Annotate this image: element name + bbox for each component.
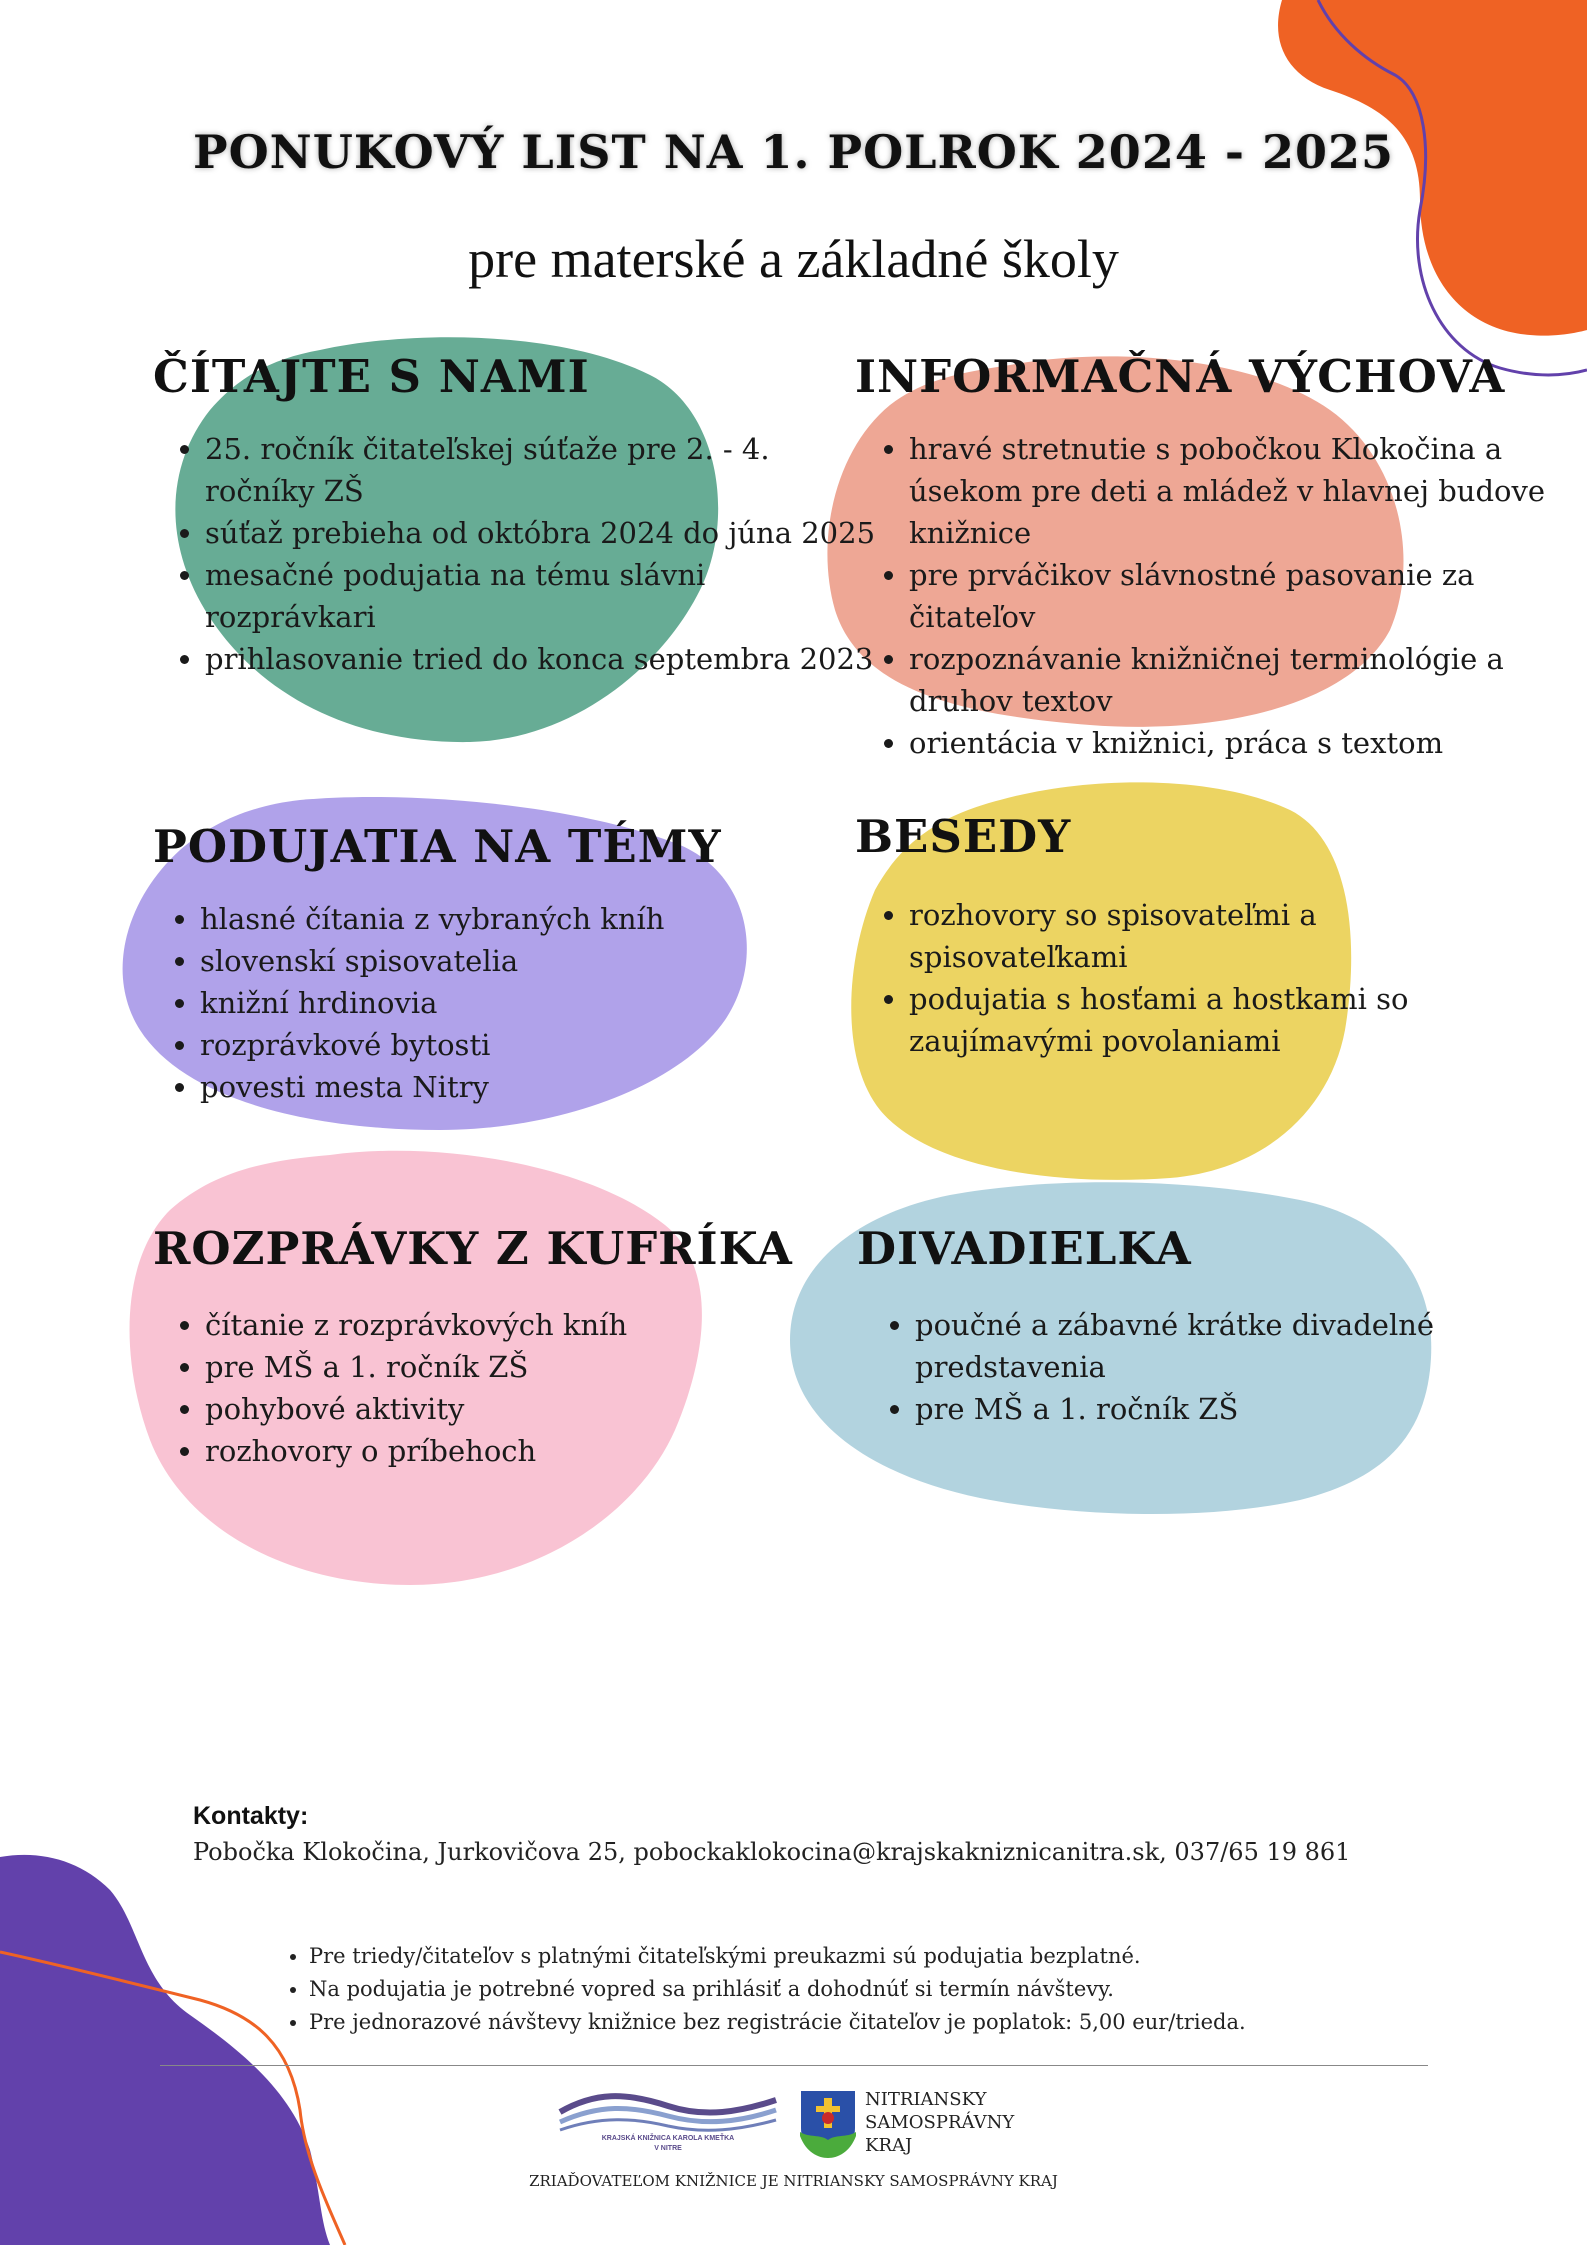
library-logo-caption: KRAJSKÁ KNIŽNICA KAROLA KMEŤKA V NITRE <box>601 2135 735 2152</box>
list-item: • rozhovory so spisovateľmi a spisovateľkami <box>909 894 1449 978</box>
section-title-citajte-s-nami: ČÍTAJTE S NAMI <box>153 350 590 403</box>
list-item: • poučné a zábavné krátke divadelné predstavenia <box>915 1304 1525 1388</box>
section-list-rozpravky-z-kufrika <box>153 1304 825 1472</box>
list-item: • povesti mesta Nitry <box>200 1066 820 1108</box>
section-list-podujatia-na-temy <box>148 898 820 1108</box>
list-item: • mesačné podujatia na tému slávni rozprávkari <box>205 554 885 638</box>
list-item: • rozprávkové bytosti <box>200 1024 820 1066</box>
contacts-line: Pobočka Klokočina, Jurkovičova 25, pobockaklokocina@krajskakniznicanitra.sk, 037/65 19 861 <box>193 1838 1351 1866</box>
note-item: • Pre jednorazové návštevy knižnice bez registrácie čitateľov je poplatok: 5,00 eur/trieda. <box>309 2006 1246 2039</box>
section-title-informacna-vychova: INFORMAČNÁ VÝCHOVA <box>855 350 1506 403</box>
list-item: • orientácia v knižnici, práca s textom <box>909 722 1549 764</box>
section-title-podujatia-na-temy: PODUJATIA NA TÉMY <box>153 820 722 873</box>
section-list-divadielka <box>863 1304 1525 1430</box>
contacts-title: Kontakty: <box>193 1802 309 1830</box>
list-item: • hravé stretnutie s pobočkou Klokočina a úsekom pre deti a mládež v hlavnej budove knižnice <box>909 428 1549 554</box>
list-item: • rozhovory o príbehoch <box>205 1430 825 1472</box>
footer-divider <box>160 2065 1428 2066</box>
list-item: • prihlasovanie tried do konca septembra 2023 <box>205 638 885 680</box>
page-subtitle: pre materské a základné školy <box>468 229 1119 289</box>
section-list-besedy <box>857 894 1449 1062</box>
list-item: • súťaž prebieha od októbra 2024 do júna 2025 <box>205 512 885 554</box>
list-item: • pre MŠ a 1. ročník ZŠ <box>915 1388 1525 1430</box>
page-title: PONUKOVÝ LIST NA 1. POLROK 2024 - 2025 <box>193 125 1394 179</box>
list-item: • 25. ročník čitateľskej súťaže pre 2. - 4. ročníky ZŠ <box>205 428 885 512</box>
list-item: • podujatia s hosťami a hostkami so zaujímavými povolaniami <box>909 978 1449 1062</box>
region-logo-text: NITRIANSKY SAMOSPRÁVNY KRAJ <box>865 2089 1015 2156</box>
list-item: • knižní hrdinovia <box>200 982 820 1024</box>
note-item: • Pre triedy/čitateľov s platnými čitateľskými preukazmi sú podujatia bezplatné. <box>309 1940 1246 1973</box>
section-title-rozpravky-z-kufrika: ROZPRÁVKY Z KUFRÍKA <box>153 1222 793 1275</box>
section-list-citajte-s-nami <box>153 428 885 680</box>
section-list-informacna-vychova <box>857 428 1549 764</box>
list-item: • pre prváčikov slávnostné pasovanie za čitateľov <box>909 554 1549 638</box>
section-title-divadielka: DIVADIELKA <box>857 1222 1192 1275</box>
list-item: • pre MŠ a 1. ročník ZŠ <box>205 1346 825 1388</box>
notes-list <box>285 1940 1246 2039</box>
note-item: • Na podujatia je potrebné vopred sa prihlásiť a dohodnúť si termín návštevy. <box>309 1973 1246 2006</box>
list-item: • hlasné čítania z vybraných kníh <box>200 898 820 940</box>
nitra-region-coat-of-arms-icon <box>798 2088 858 2160</box>
library-waves-logo-icon <box>555 2082 781 2134</box>
list-item: • čítanie z rozprávkových kníh <box>205 1304 825 1346</box>
section-title-besedy: BESEDY <box>855 810 1072 863</box>
founder-line: ZRIAĎOVATEĽOM KNIŽNICE JE NITRIANSKY SAMOSPRÁVNY KRAJ <box>529 2172 1058 2190</box>
list-item: • slovenskí spisovatelia <box>200 940 820 982</box>
list-item: • rozpoznávanie knižničnej terminológie a druhov textov <box>909 638 1549 722</box>
list-item: • pohybové aktivity <box>205 1388 825 1430</box>
